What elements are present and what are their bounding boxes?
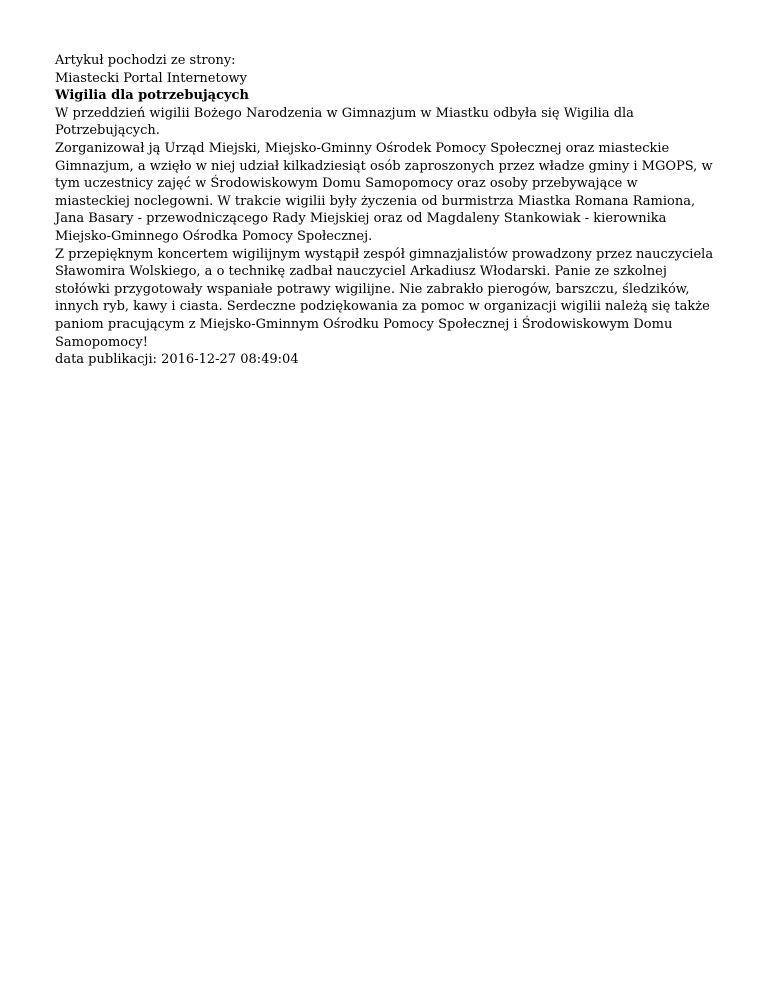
source-site-name: Miastecki Portal Internetowy — [55, 70, 248, 86]
article-paragraph: W przeddzień wigilii Bożego Narodzenia w Gimnazjum w Miastku odbyła się Wigilia dla Potrzebujących. — [55, 105, 634, 139]
article-paragraph: Zorganizował ją Urząd Miejski, Miejsko-Gminny Ośrodek Pomocy Społecznej oraz miasteckie Gimnazjum, a wzięło w niej udział kilkadziesiąt osób zaproszonych przez władze gminy i MGOPS, w tym uczestnicy zajęć w Środowiskowym Domu Samopomocy oraz osoby przebywające w miasteckiej noclegowni. W trakcie wigilii były życzenia od burmistrza Miastka Romana Ramiona, Jana Basary - przewodniczącego Rady Miejskiej oraz od Magdaleny Stankowiak - kierownika Miejsko-Gminnego Ośrodka Pomocy Społecznej. — [55, 140, 713, 244]
article-page — [55, 52, 715, 369]
article-title: Wigilia dla potrzebujących — [55, 88, 249, 104]
source-attribution — [55, 52, 715, 87]
article-paragraph: Z przepięknym koncertem wigilijnym wystąpił zespół gimnazjalistów prowadzony przez nauczyciela Sławomira Wolskiego, a o technikę zadbał nauczyciel Arkadiusz Włodarski. Panie ze szkolnej stołówki przygotowały wspaniałe potrawy wigilijne. Nie zabrakło pierogów, barszczu, śledzików, innych ryb, kawy i ciasta. Serdeczne podziękowania za pomoc w organizacji wigilii należą się także paniom pracującym z Miejsko-Gminnym Ośrodku Pomocy Społecznej i Środowiskowym Domu Samopomocy! — [55, 246, 714, 350]
publication-date: data publikacji: 2016-12-27 08:49:04 — [55, 352, 299, 368]
source-label: Artykuł pochodzi ze strony: — [55, 53, 236, 68]
